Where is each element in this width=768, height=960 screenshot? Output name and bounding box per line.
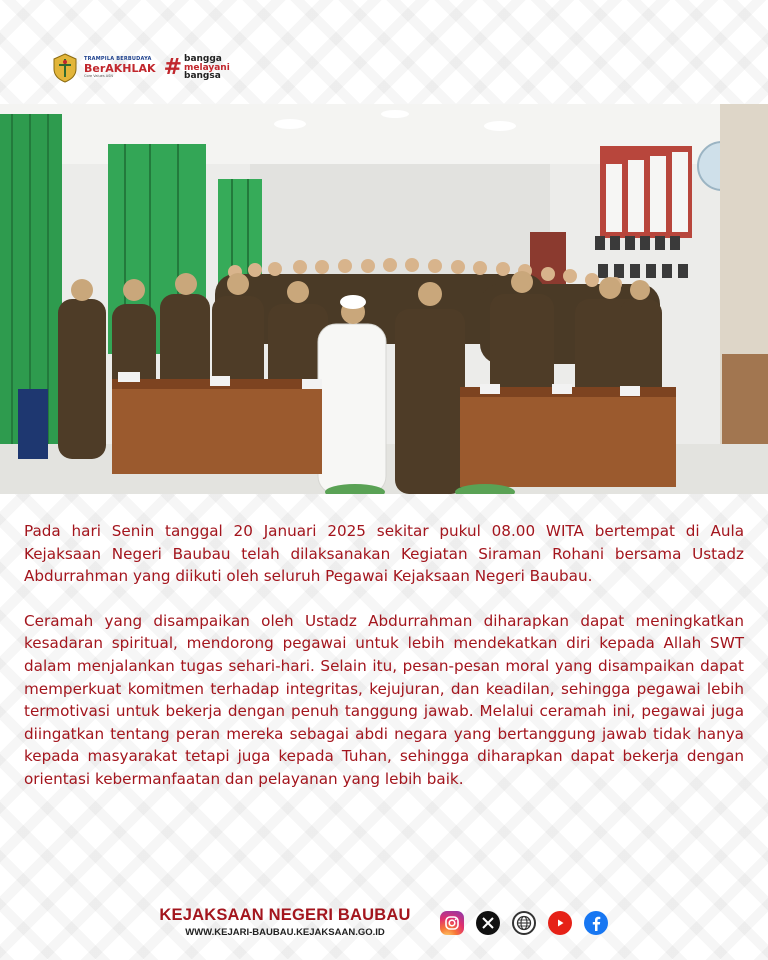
hashtag-word-3: bangsa	[184, 71, 221, 82]
hashtag-word-2: melayani	[184, 62, 230, 73]
facebook-icon[interactable]	[584, 911, 608, 935]
youtube-icon[interactable]	[548, 911, 572, 935]
group-photo-illustration	[0, 104, 768, 494]
kejaksaan-emblem-icon	[52, 53, 78, 83]
group-photo	[0, 104, 768, 494]
paragraph-2: Ceramah yang disampaikan oleh Ustadz Abdurrahman diharapkan dapat meningkatkan kesadaran spiritual, mendorong pegawai untuk lebih mendekatkan diri kepada Allah SWT dalam menjalankan tugas sehari-hari. Selain itu, pesan-pesan moral yang disampaikan dapat memperkuat komitmen terhadap integritas, kejujuran, dan keadilan, sehingga pegawai lebih termotivasi untuk bekerja dengan penuh tanggung jawab. Melalui ceramah ini, pegawai juga diingatkan tentang peran mereka sebagai abdi negara yang bertanggung jawab tidak hanya kepada masyarakat tetapi juga kepada Tuhan, sehingga diharapkan dapat bekerja dengan orientasi kebermanfaatan dan pelayanan yang lebih baik.	[24, 611, 744, 788]
hashtag-word-1: bangga	[184, 54, 222, 65]
hashtag-mark: #	[163, 54, 182, 80]
org-name: KEJAKSAAN NEGERI BAUBAU	[159, 906, 411, 924]
x-icon[interactable]	[476, 911, 500, 935]
footer	[0, 906, 768, 946]
berakhlak-logo	[84, 57, 156, 79]
header-logos	[52, 50, 230, 86]
org-block	[158, 906, 412, 938]
globe-icon[interactable]	[512, 911, 536, 935]
paragraph-1: Pada hari Senin tanggal 20 Januari 2025 sekitar pukul 08.00 WITA bertempat di Aula Kejaksaan Negeri Baubau telah dilaksanakan Kegiatan Siraman Rohani bersama Ustadz Abdurrahman yang diikuti oleh seluruh Pegawai Kejaksaan Negeri Baubau.	[24, 522, 744, 586]
instagram-icon[interactable]	[440, 911, 464, 935]
tagline-big: BerAKHLAK	[84, 62, 156, 76]
article-body	[24, 520, 744, 791]
tagline-small: TRAMPILA BERBUDAYA	[84, 56, 152, 63]
social-links	[440, 911, 608, 935]
tagline-tiny: Core Values ASN	[84, 74, 113, 79]
bangga-melayani-bangsa-logo	[164, 55, 230, 81]
website-link[interactable]: WWW.KEJARI-BAUBAU.KEJAKSAAN.GO.ID	[185, 927, 385, 938]
